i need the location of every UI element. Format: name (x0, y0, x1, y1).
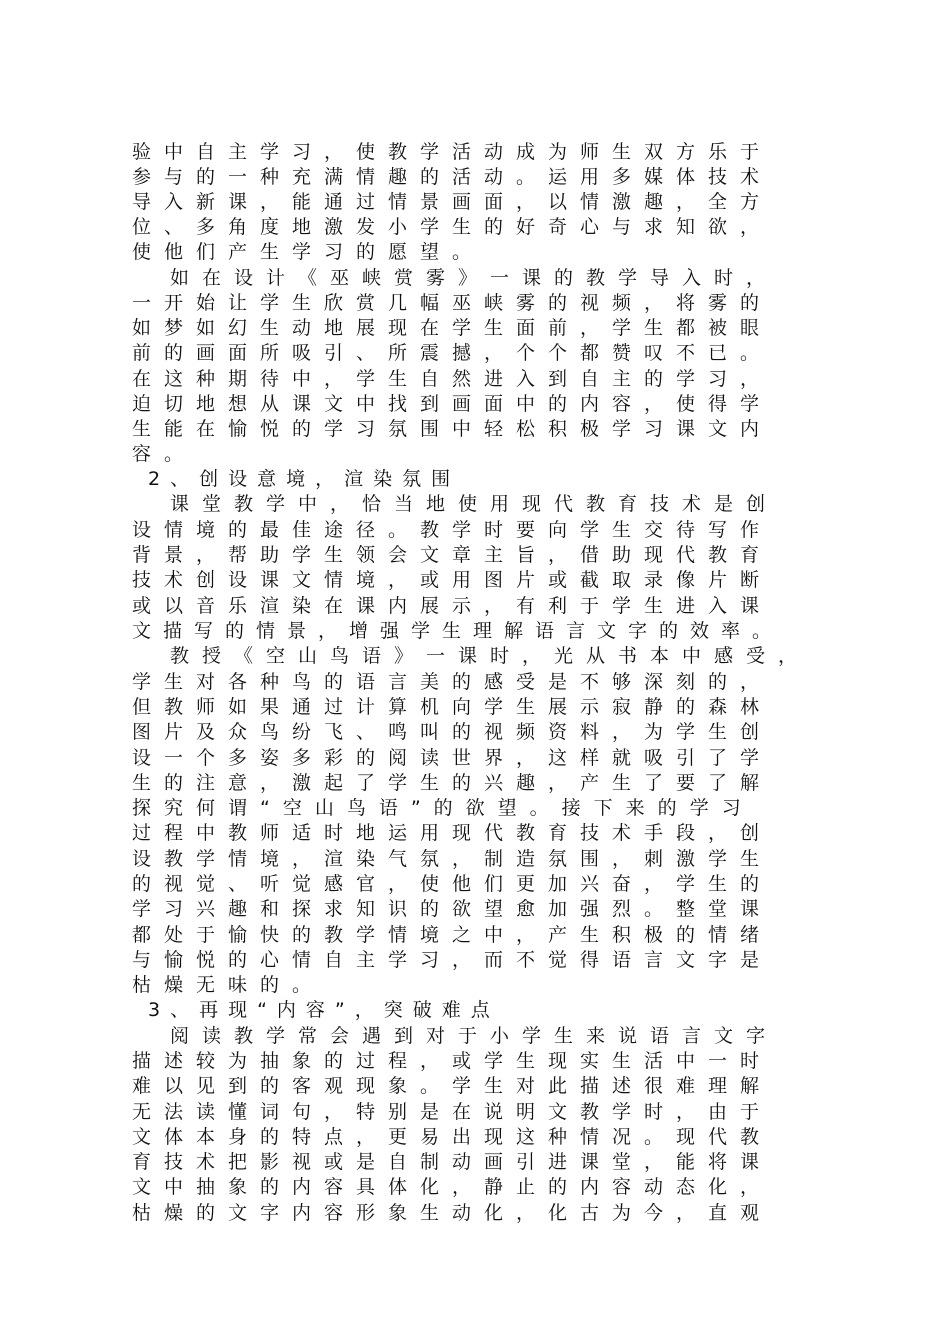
text-line: 枯燥无味的。 (132, 974, 325, 996)
text-line: 难以见到的客观现象。学生对此描述很难理解 (132, 1075, 773, 1097)
text-line: 技术创设课文情境，或用图片或截取录像片断 (132, 569, 773, 591)
text-line-indented: 阅读教学常会遇到对于小学生来说语言文字 (170, 1025, 779, 1047)
text-line: 背景，帮助学生领会文章主旨，借助现代教育 (132, 544, 773, 566)
section-heading: 3、再现“内容”，突破难点 (148, 999, 500, 1021)
text-line: 图片及众鸟纷飞、鸣叫的视频资料，为学生创 (132, 721, 773, 743)
text-line: 设教学情境，渲染气氛，制造氛围，刺激学生 (132, 848, 773, 870)
text-line: 如梦如幻生动地展现在学生面前，学生都被眼 (132, 317, 773, 339)
text-line: 文体本身的特点，更易出现这种情况。现代教 (132, 1126, 773, 1148)
text-line: 都处于愉快的教学情境之中，产生积极的情绪 (132, 924, 773, 946)
text-line: 验中自主学习，使教学活动成为师生双方乐于 (132, 141, 773, 163)
text-line: 的视觉、听觉感官，使他们更加兴奋，学生的 (132, 873, 773, 895)
text-line: 使他们产生学习的愿望。 (132, 241, 485, 263)
text-line-indented: 课堂教学中，恰当地使用现代教育技术是创 (170, 493, 779, 515)
text-line: 导入新课，能通过情景画面，以情激趣，全方 (132, 191, 773, 213)
text-line: 文描写的情景，增强学生理解语言文字的效率。 (132, 620, 784, 642)
text-line-indented: 教授《空山鸟语》一课时，光从书本中感受， (170, 645, 811, 667)
text-line: 设一个多姿多彩的阅读世界，这样就吸引了学 (132, 747, 773, 769)
text-line: 容。 (132, 443, 197, 465)
text-line: 无法读懂词句，特别是在说明文教学时，由于 (132, 1101, 773, 1123)
text-line: 育技术把影视或是自制动画引进课堂，能将课 (132, 1151, 773, 1173)
text-line: 与愉悦的心情自主学习，而不觉得语言文字是 (132, 949, 773, 971)
text-line: 生的注意，激起了学生的兴趣，产生了要了解 (132, 772, 773, 794)
text-line: 在这种期待中，学生自然进入到自主的学习， (132, 368, 773, 390)
text-line: 但教师如果通过计算机向学生展示寂静的森林 (132, 696, 773, 718)
text-line: 学习兴趣和探求知识的欲望愈加强烈。整堂课 (132, 898, 773, 920)
text-line: 探究何谓“空山鸟语”的欲望。接下来的学习 (132, 797, 754, 819)
text-line: 或以音乐渲染在课内展示，有利于学生进入课 (132, 595, 773, 617)
text-line: 文中抽象的内容具体化，静止的内容动态化， (132, 1176, 773, 1198)
text-line: 描述较为抽象的过程，或学生现实生活中一时 (132, 1050, 773, 1072)
text-line: 过程中教师适时地运用现代教育技术手段，创 (132, 822, 773, 844)
text-line: 参与的一种充满情趣的活动。运用多媒体技术 (132, 166, 773, 188)
section-heading: 2、创设意境，渲染氛围 (148, 468, 461, 490)
text-line: 枯燥的文字内容形象生动化，化古为今，直观 (132, 1202, 773, 1224)
text-line: 学生对各种鸟的语言美的感受是不够深刻的， (132, 671, 773, 693)
text-line-indented: 如在设计《巫峡赏雾》一课的教学导入时， (170, 267, 779, 289)
text-line: 设情境的最佳途径。教学时要向学生交待写作 (132, 519, 773, 541)
text-line: 一开始让学生欣赏几幅巫峡雾的视频，将雾的 (132, 292, 773, 314)
text-line: 迫切地想从课文中找到画面中的内容，使得学 (132, 393, 773, 415)
text-line: 位、多角度地激发小学生的好奇心与求知欲， (132, 216, 773, 238)
text-line: 生能在愉悦的学习氛围中轻松积极学习课文内 (132, 418, 773, 440)
text-line: 前的画面所吸引、所震撼，个个都赞叹不已。 (132, 342, 773, 364)
